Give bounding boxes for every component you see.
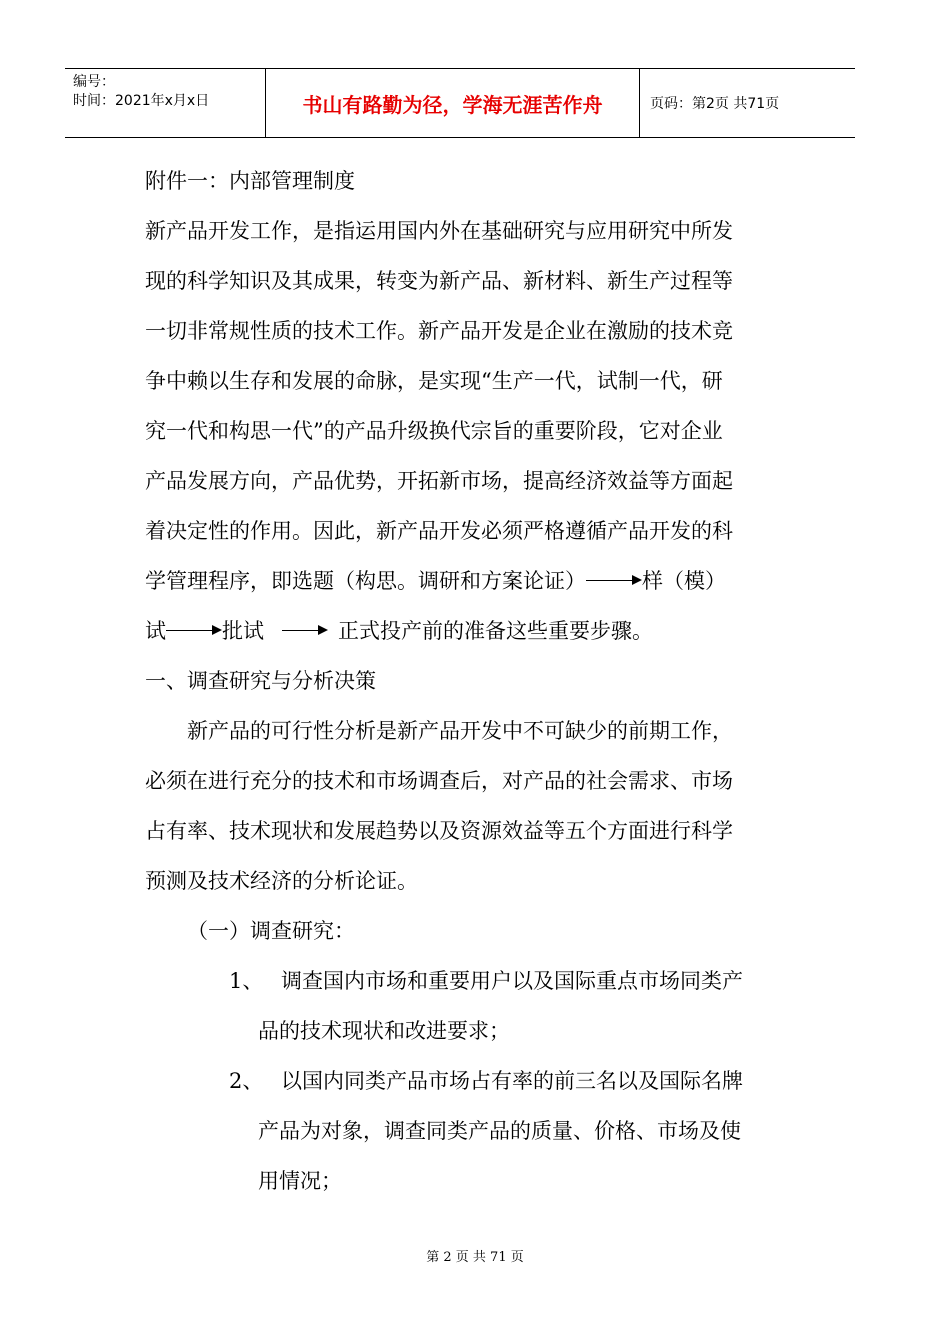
header-page-info: 页码：第2页 共71页 bbox=[650, 96, 780, 112]
para-line: 必须在进行充分的技术和市场调查后，对产品的社会需求、市场 bbox=[145, 769, 733, 793]
intro-line: 产品发展方向，产品优势，开拓新市场，提高经济效益等方面起 bbox=[145, 469, 733, 493]
intro-line: 争中赖以生存和发展的命脉，是实现“生产一代，试制一代，研 bbox=[145, 369, 723, 393]
intro-line: 一切非常规性质的技术工作。新产品开发是企业在激励的技术竞 bbox=[145, 319, 733, 343]
intro-line: 新产品开发工作，是指运用国内外在基础研究与应用研究中所发 bbox=[145, 219, 733, 243]
para-line: 占有率、技术现状和发展趋势以及资源效益等五个方面进行科学 bbox=[145, 819, 733, 843]
list-item-line: 产品为对象，调查同类产品的质量、价格、市场及使 bbox=[258, 1119, 741, 1143]
time-label: 时间：2021年x月x日 bbox=[73, 93, 210, 109]
doc-heading: 附件一：内部管理制度 bbox=[145, 169, 355, 193]
flow-arrow-icon bbox=[586, 566, 642, 596]
page-header bbox=[65, 68, 855, 138]
flow-arrow-icon bbox=[166, 616, 222, 646]
intro-line: 着决定性的作用。因此，新产品开发必须严格遵循产品开发的科 bbox=[145, 519, 733, 543]
para-line: 新产品的可行性分析是新产品开发中不可缺少的前期工作， bbox=[187, 719, 733, 743]
subsection-heading: （一）调查研究： bbox=[187, 919, 355, 943]
page-footer: 第 2 页 共 71 页 bbox=[426, 1250, 524, 1265]
header-meta bbox=[65, 69, 266, 137]
intro-line: 究一代和构思一代”的产品升级换代宗旨的重要阶段，它对企业 bbox=[145, 419, 723, 443]
list-item-number: 2、 bbox=[229, 1069, 264, 1093]
para-line: 预测及技术经济的分析论证。 bbox=[145, 869, 418, 893]
flow-arrow-icon bbox=[282, 616, 328, 646]
flow-text: 学管理程序，即选题（构思。调研和方案论证） bbox=[145, 569, 586, 593]
list-item-line: 调查国内市场和重要用户以及国际重点市场同类产 bbox=[281, 969, 743, 993]
list-item-number: 1、 bbox=[229, 969, 264, 993]
list-item-line: 以国内同类产品市场占有率的前三名以及国际名牌 bbox=[281, 1069, 743, 1093]
flow-text: 正式投产前的准备这些重要步骤。 bbox=[338, 619, 653, 643]
flow-text: 样（模） bbox=[642, 569, 726, 593]
flow-line-1 bbox=[145, 566, 726, 596]
flow-text: 试 bbox=[145, 619, 166, 643]
number-label: 编号： bbox=[73, 74, 115, 90]
list-item-line: 用情况； bbox=[258, 1169, 342, 1193]
header-motto: 书山有路勤为径，学海无涯苦作舟 bbox=[266, 69, 640, 137]
intro-line: 现的科学知识及其成果，转变为新产品、新材料、新生产过程等 bbox=[145, 269, 733, 293]
flow-text: 批试 bbox=[222, 619, 264, 643]
list-item-line: 品的技术现状和改进要求； bbox=[258, 1019, 510, 1043]
flow-line-2 bbox=[145, 616, 653, 646]
section-heading: 一、调查研究与分析决策 bbox=[145, 669, 376, 693]
